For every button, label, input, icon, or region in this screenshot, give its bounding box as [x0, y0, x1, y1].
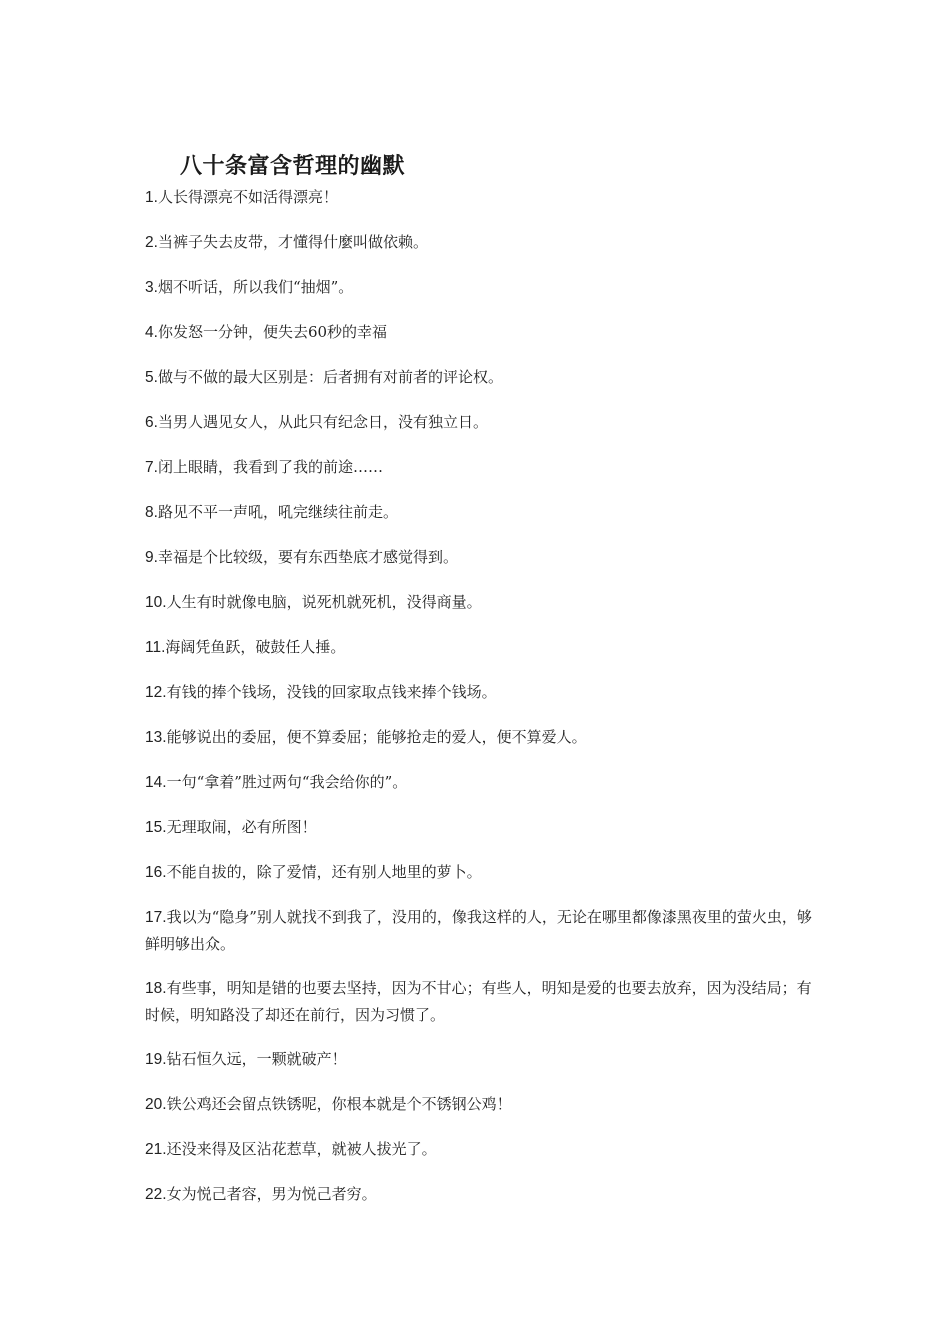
- list-item: [145, 904, 815, 957]
- item-number: 1.: [145, 189, 158, 206]
- item-text: 女为悦己者容，男为悦己者穷。: [166, 1185, 377, 1203]
- item-text: 无理取闹，必有所图！: [166, 818, 317, 836]
- item-text: 闭上眼睛，我看到了我的前途……: [157, 458, 383, 476]
- item-number: 9.: [145, 549, 158, 566]
- list-item: [145, 859, 815, 886]
- list-item: [145, 634, 815, 661]
- item-number: 6.: [145, 414, 158, 431]
- item-text: 你发怒一分钟，便失去60秒的幸福: [157, 323, 388, 341]
- item-number: 10.: [145, 594, 167, 611]
- item-text: 海阔凭鱼跃，破鼓任人捶。: [165, 638, 346, 656]
- item-text: 有钱的捧个钱场，没钱的回家取点钱来捧个钱场。: [166, 683, 497, 701]
- list-item: [145, 499, 815, 526]
- item-number: 17.: [145, 909, 167, 926]
- item-number: 4.: [145, 324, 158, 341]
- item-number: 20.: [145, 1096, 167, 1113]
- list-item: [145, 724, 815, 751]
- list-item: [145, 184, 815, 211]
- list-item: [145, 1136, 815, 1163]
- item-number: 12.: [145, 684, 167, 701]
- item-number: 2.: [145, 234, 158, 251]
- item-number: 3.: [145, 279, 158, 296]
- list-item: [145, 274, 815, 301]
- item-number: 22.: [145, 1186, 167, 1203]
- quote-list: [145, 184, 815, 1226]
- item-text: 当裤子失去皮带，才懂得什麼叫做依赖。: [157, 233, 428, 251]
- item-number: 13.: [145, 729, 167, 746]
- list-item: [145, 364, 815, 391]
- item-number: 21.: [145, 1141, 167, 1158]
- item-text: 烟不听话，所以我们“抽烟”。: [157, 278, 354, 296]
- item-text: 我以为“隐身”别人就找不到我了，没用的，像我这样的人，无论在哪里都像漆黑夜里的萤火虫，够鲜明够出众。: [145, 908, 812, 953]
- item-number: 11.: [145, 639, 166, 656]
- list-item: [145, 1091, 815, 1118]
- list-item: [145, 544, 815, 571]
- item-text: 能够说出的委屈，便不算委屈；能够抢走的爱人，便不算爱人。: [166, 728, 587, 746]
- list-item: [145, 1046, 815, 1073]
- list-item: [145, 589, 815, 616]
- list-item: [145, 1181, 815, 1208]
- list-item: [145, 679, 815, 706]
- item-number: 14.: [145, 774, 167, 791]
- item-text: 钻石恒久远，一颗就破产！: [166, 1050, 347, 1068]
- document-title: 八十条富含哲理的幽默: [180, 154, 406, 179]
- item-text: 还没来得及区沾花惹草，就被人拔光了。: [166, 1140, 437, 1158]
- item-text: 人生有时就像电脑，说死机就死机，没得商量。: [166, 593, 482, 611]
- item-text: 做与不做的最大区别是：后者拥有对前者的评论权。: [157, 368, 503, 386]
- item-number: 5.: [145, 369, 158, 386]
- item-text: 幸福是个比较级，要有东西垫底才感觉得到。: [157, 548, 458, 566]
- list-item: [145, 975, 815, 1028]
- item-number: 16.: [145, 864, 167, 881]
- item-number: 7.: [145, 459, 158, 476]
- item-text: 路见不平一声吼，吼完继续往前走。: [157, 503, 398, 521]
- item-number: 18.: [145, 980, 167, 997]
- item-number: 19.: [145, 1051, 167, 1068]
- list-item: [145, 229, 815, 256]
- list-item: [145, 814, 815, 841]
- list-item: [145, 319, 815, 346]
- list-item: [145, 409, 815, 436]
- item-text: 不能自拔的，除了爱情，还有别人地里的萝卜。: [166, 863, 482, 881]
- item-number: 15.: [145, 819, 167, 836]
- item-text: 人长得漂亮不如活得漂亮！: [157, 188, 338, 206]
- item-text: 有些事，明知是错的也要去坚持，因为不甘心；有些人，明知是爱的也要去放弃，因为没结局；有时候，明知路没了却还在前行，因为习惯了。: [145, 979, 812, 1024]
- item-text: 一句“拿着”胜过两句“我会给你的”。: [166, 773, 408, 791]
- list-item: [145, 454, 815, 481]
- item-text: 当男人遇见女人，从此只有纪念日，没有独立日。: [157, 413, 488, 431]
- item-number: 8.: [145, 504, 158, 521]
- list-item: [145, 769, 815, 796]
- item-text: 铁公鸡还会留点铁锈呢，你根本就是个不锈钢公鸡！: [166, 1095, 512, 1113]
